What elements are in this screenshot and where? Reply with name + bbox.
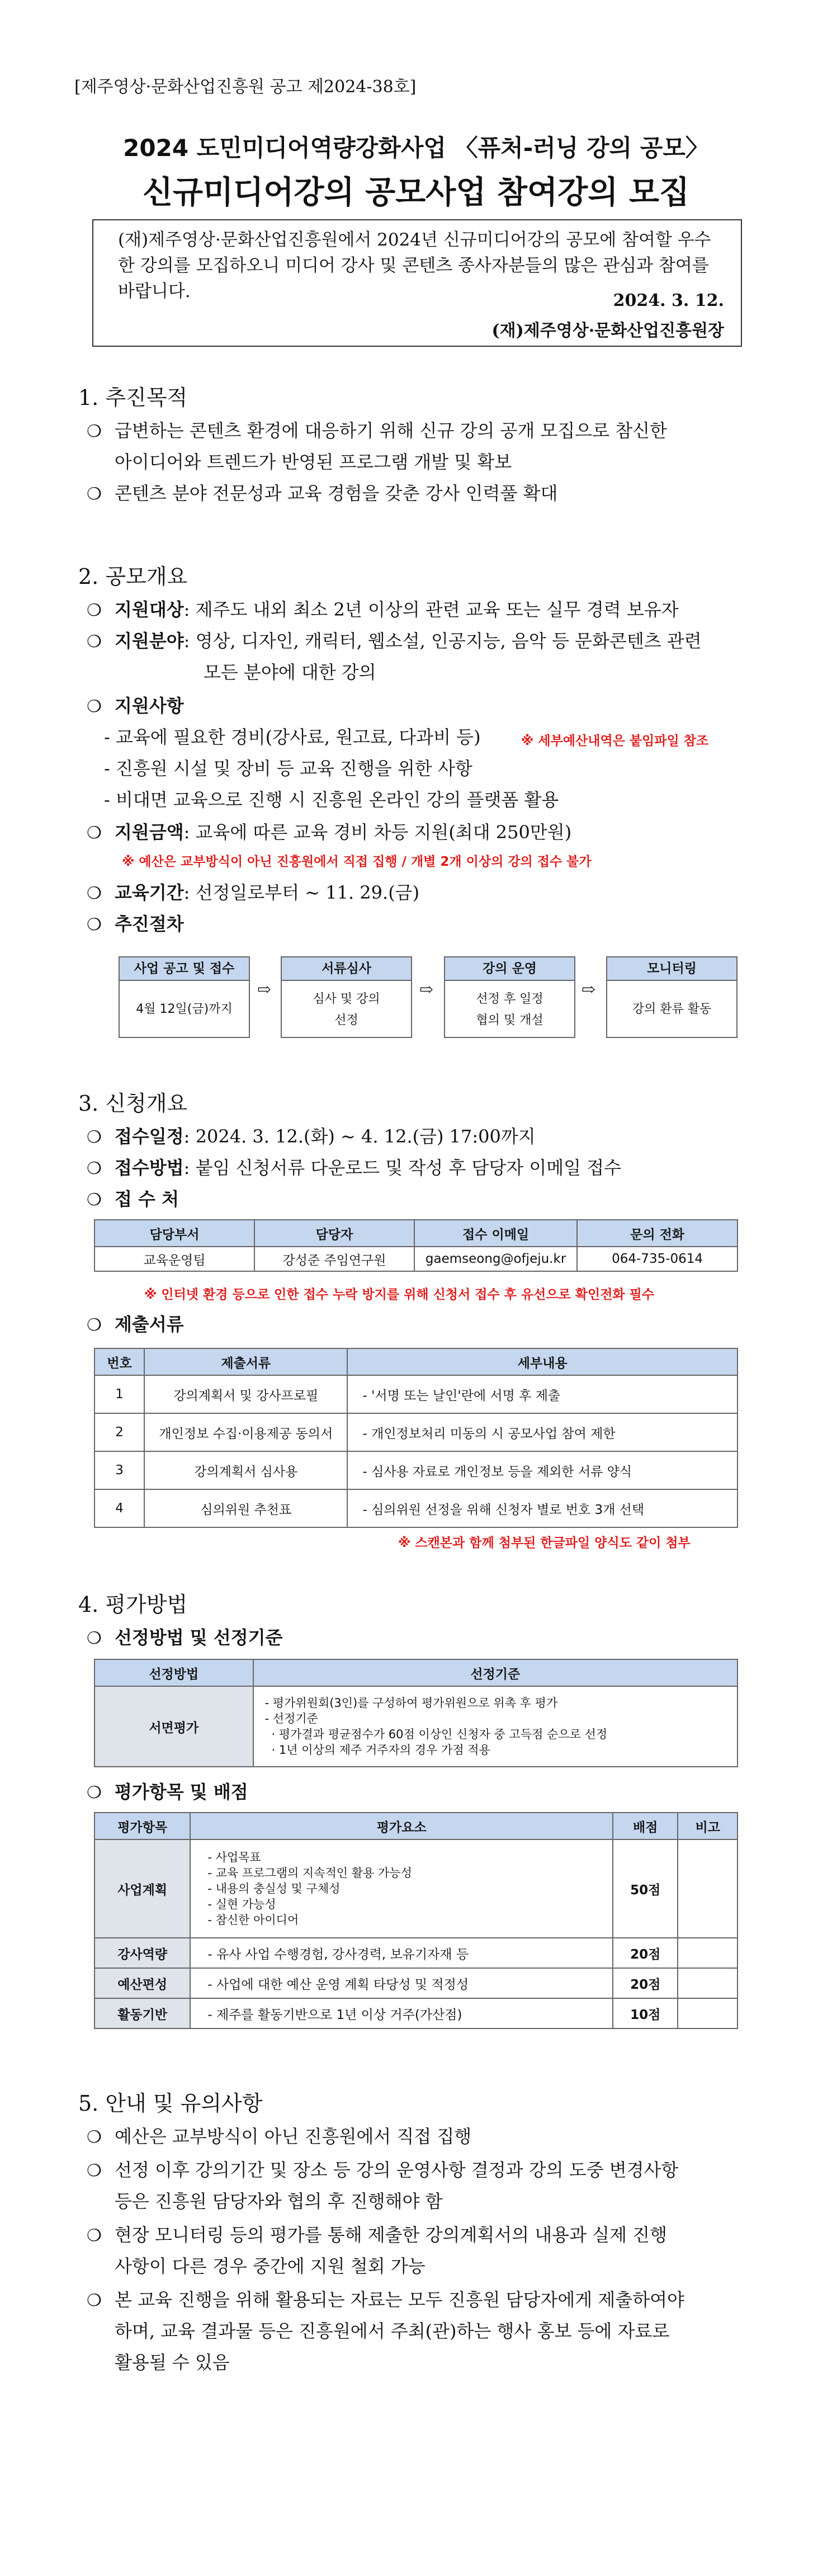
page-title: 신규미디어강의 공모사업 참여강의 모집 [142, 174, 690, 211]
s4-selection: ❍ 선정방법 및 선정기준 [87, 1622, 758, 1654]
s5-bullet-2-cont: 등은 진흥원 담당자와 협의 후 진행해야 함 [115, 2191, 443, 2212]
bullet-icon: ❍ [87, 601, 102, 620]
contact-table [94, 1219, 738, 1272]
s5-bullet-3-cont: 사항이 다른 경우 중간에 지원 철회 가능 [115, 2256, 426, 2277]
s5-bullet-4: ❍ 본 교육 진행을 위해 활용되는 자료는 모두 진흥원 담당자에게 제출하여야 [87, 2284, 758, 2316]
bullet-icon: ❍ [87, 2291, 102, 2310]
s3-schedule: ❍ 접수일정: 2024. 3. 12.(화) ~ 4. 12.(금) 17:00까지 [87, 1121, 758, 1153]
table-row: 강사역량 - 유사 사업 수행경험, 강사경력, 보유기자재 등 20점 [94, 1938, 738, 1968]
notice-number: [제주영상·문화산업진흥원 공고 제2024-38호] [74, 77, 417, 97]
table-row: 서면평가 - 평가위원회(3인)를 구성하여 평가위원으로 위촉 후 평가 - 선정기준 · 평가결과 평균점수가 60점 이상인 신청자 중 고득점 순으로 선정 · 1년 이상의 제주 거주자의 경우 가점 적용 [94, 1686, 738, 1767]
s3-dest: ❍ 접 수 처 [87, 1183, 758, 1216]
table-row: 3 강의계획서 심사용 - 심사용 자료로 개인정보 등을 제외한 서류 양식 [94, 1451, 738, 1489]
process-step-3: 강의 운영 선정 후 일정 협의 및 개설 [444, 956, 575, 1038]
table-header: 선정방법 선정기준 [94, 1659, 738, 1686]
s1-bullet-1-cont: 아이디어와 트렌드가 반영된 프로그램 개발 및 확보 [115, 451, 512, 473]
s2-field-cont: 모든 분야에 대한 강의 [204, 662, 376, 683]
intro-org: (재)제주영상·문화산업진흥원장 [491, 321, 724, 341]
bullet-icon: ❍ [87, 2127, 102, 2147]
s4-eval: ❍ 평가항목 및 배점 [87, 1776, 758, 1809]
s5-bullet-1: ❍ 예산은 교부방식이 아닌 진흥원에서 직접 집행 [87, 2121, 758, 2153]
section-2-heading: 2. 공모개요 [78, 564, 188, 589]
bullet-icon: ❍ [87, 1783, 102, 1803]
s2-support-3: - 비대면 교육으로 진행 시 진흥원 온라인 강의 플랫폼 활용 [104, 789, 559, 810]
s2-field: ❍ 지원분야: 영상, 디자인, 캐릭터, 웹소설, 인공지능, 음악 등 문화콘텐츠 관련 [87, 625, 758, 658]
process-step-2: 서류심사 심사 및 강의 선정 [281, 956, 412, 1038]
bullet-icon: ❍ [87, 1629, 102, 1648]
bullet-icon: ❍ [87, 1127, 102, 1147]
title-line-1: 2024 도민미디어역량강화사업 〈퓨처-러닝 강의 공모〉 [123, 134, 709, 162]
docs-table [94, 1348, 738, 1528]
s2-support-1: - 교육에 필요한 경비(강사료, 원고료, 다과비 등) [104, 726, 481, 748]
contact-email[interactable]: gaemseong@ofjeju.kr [414, 1247, 577, 1271]
intro-text: (재)제주영상·문화산업진흥원에서 2024년 신규미디어강의 공모에 참여할 우수한 강의를 모집하오니 미디어 강사 및 콘텐츠 종사자분들의 많은 관심과 참여를 바랍니다. [118, 230, 711, 301]
s3-docs: ❍ 제출서류 [87, 1309, 758, 1341]
s2-target: ❍ 지원대상: 제주도 내외 최소 2년 이상의 관련 교육 또는 실무 경력 보유자 [87, 594, 758, 626]
process-step-4: 모니터링 강의 환류 활동 [606, 956, 738, 1038]
table-row: 예산편성 - 사업에 대한 예산 운영 계획 타당성 및 적정성 20점 [94, 1968, 738, 1998]
s2-amount: ❍ 지원금액: 교육에 따른 교육 경비 차등 지원(최대 250만원) [87, 817, 758, 849]
s3-docs-note: ※ 스캔본과 함께 첨부된 한글파일 양식도 같이 첨부 [398, 1536, 691, 1550]
s2-amount-note: ※ 예산은 교부방식이 아닌 진흥원에서 직접 집행 / 개별 2개 이상의 강의 접수 불가 [122, 855, 592, 869]
bullet-icon: ❍ [87, 422, 102, 441]
s5-bullet-2: ❍ 선정 이후 강의기간 및 장소 등 강의 운영사항 결정과 강의 도중 변경사항 [87, 2154, 758, 2187]
s1-bullet-1: ❍ 급변하는 콘텐츠 환경에 대응하기 위해 신규 강의 공개 모집으로 참신한 [87, 415, 758, 447]
process-step-1: 사업 공고 및 접수 4월 12일(금)까지 [119, 956, 250, 1038]
s5-bullet-4-cont: 하며, 교육 결과물 등은 진흥원에서 주최(관)하는 행사 홍보 등에 자료로 [115, 2320, 670, 2342]
s3-contact-note: ※ 인터넷 환경 등으로 인한 접수 누락 방지를 위해 신청서 접수 후 유선으로 확인전화 필수 [144, 1287, 655, 1302]
selection-table [94, 1659, 738, 1767]
contact-phone: 064-735-0614 [577, 1247, 738, 1271]
bullet-icon: ❍ [87, 1190, 102, 1210]
table-header: 평가항목 평가요소 배점 비고 [94, 1813, 738, 1839]
table-row: 사업계획 - 사업목표 - 교육 프로그램의 지속적인 활용 가능성 - 내용의 충실성 및 구체성 - 실현 가능성 - 참신한 아이디어 50점 [94, 1839, 738, 1938]
intro-date: 2024. 3. 12. [613, 291, 724, 310]
s2-support-2: - 진흥원 시설 및 장비 등 교육 진행을 위한 사항 [104, 758, 472, 779]
s2-support-note: ※ 세부예산내역은 붙임파일 참조 [521, 734, 709, 748]
s1-bullet-2: ❍ 콘텐츠 분야 전문성과 교육 경험을 갖춘 강사 인력풀 확대 [87, 478, 758, 510]
section-1-heading: 1. 추진목적 [78, 385, 188, 410]
arrow-right-icon: ⇨ [582, 980, 596, 999]
s2-process: ❍ 추진절차 [87, 908, 758, 941]
table-row: 활동기반 - 제주를 활동기반으로 1년 이상 거주(가산점) 10점 [94, 1998, 738, 2028]
table-row: 4 심의위원 추천표 - 심의위원 선정을 위해 신청자 별로 번호 3개 선택 [94, 1489, 738, 1527]
s2-support: ❍ 지원사항 [87, 690, 758, 723]
s2-period: ❍ 교육기간: 선정일로부터 ~ 11. 29.(금) [87, 877, 758, 909]
bullet-icon: ❍ [87, 1159, 102, 1178]
bullet-icon: ❍ [87, 915, 102, 935]
bullet-icon: ❍ [87, 2161, 102, 2181]
bullet-icon: ❍ [87, 697, 102, 716]
evaluation-table [94, 1812, 738, 2029]
arrow-right-icon: ⇨ [419, 980, 434, 999]
bullet-icon: ❍ [87, 2226, 102, 2245]
table-row: 1 강의계획서 및 강사프로필 - '서명 또는 날인'란에 서명 후 제출 [94, 1375, 738, 1413]
bullet-icon: ❍ [87, 884, 102, 903]
table-header: 담당부서 담당자 접수 이메일 문의 전화 [94, 1220, 738, 1247]
intro-box [92, 219, 742, 347]
s5-bullet-4-cont-2: 활용될 수 있음 [115, 2352, 230, 2373]
bullet-icon: ❍ [87, 823, 102, 843]
table-row: 교육운영팀 강성준 주임연구원 gaemseong@ofjeju.kr 064-735-0614 [94, 1247, 738, 1271]
section-4-heading: 4. 평가방법 [78, 1592, 188, 1617]
bullet-icon: ❍ [87, 1315, 102, 1335]
table-header: 번호 제출서류 세부내용 [94, 1348, 738, 1375]
s5-bullet-3: ❍ 현장 모니터링 등의 평가를 통해 제출한 강의계획서의 내용과 실제 진행 [87, 2219, 758, 2252]
table-row: 2 개인정보 수집·이용제공 동의서 - 개인정보처리 미동의 시 공모사업 참여 제한 [94, 1413, 738, 1451]
section-5-heading: 5. 안내 및 유의사항 [78, 2091, 263, 2116]
bullet-icon: ❍ [87, 484, 102, 504]
arrow-right-icon: ⇨ [257, 980, 272, 999]
s3-method: ❍ 접수방법: 붙임 신청서류 다운로드 및 작성 후 담당자 이메일 접수 [87, 1152, 758, 1185]
bullet-icon: ❍ [87, 632, 102, 652]
section-3-heading: 3. 신청개요 [78, 1091, 188, 1116]
